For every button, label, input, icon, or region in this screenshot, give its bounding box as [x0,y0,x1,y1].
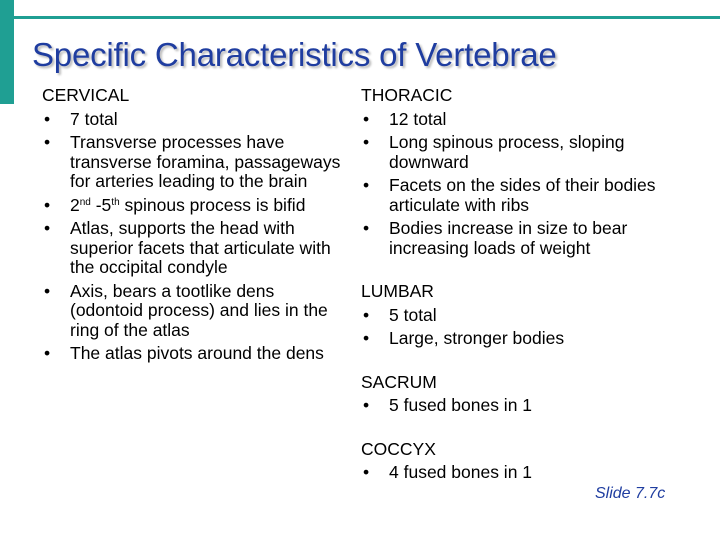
bullet: • [363,132,370,152]
bullet: • [44,194,51,215]
bullet: • [363,218,370,238]
cervical-list [42,110,342,364]
bullet: • [44,108,51,129]
bullet: • [44,343,51,363]
thoracic-list [361,110,691,259]
list-item: • 5 fused bones in 1 [363,395,533,415]
list-item: • Atlas, supports the head with superior facets that articulate with the occipital condyle [44,218,331,277]
bullet: • [363,304,370,325]
coccyx-section [361,440,691,483]
list-item: • 7 total [44,108,118,129]
sacrum-list [361,396,691,416]
list-item: • 2nd -5th spinous process is bifid [44,194,306,215]
list-item: • Transverse processes have transverse foramina, passageways for arteries leading to the brain [44,132,341,191]
sacrum-heading: SACRUM [361,371,437,392]
thoracic-section [361,86,691,258]
slide-number: Slide 7.7c [595,485,666,502]
bullet: • [363,462,370,482]
top-divider-line [14,16,720,19]
bullet: • [363,175,370,195]
lumbar-heading: LUMBAR [361,281,434,301]
list-item: • 4 fused bones in 1 [363,462,533,482]
right-column [361,86,691,507]
coccyx-list [361,463,691,483]
accent-bar [0,0,14,104]
bullet: • [363,395,370,415]
sacrum-section [361,373,691,416]
cervical-heading: CERVICAL [42,85,130,105]
list-item: • Facets on the sides of their bodies articulate with ribs [363,175,656,215]
lumbar-section [361,282,691,349]
list-item: • 12 total [363,108,447,129]
cervical-column [42,86,342,368]
bullet: • [363,328,370,348]
bullet: • [44,280,51,301]
list-item: • Large, stronger bodies [363,328,565,348]
bullet: • [44,132,51,152]
bullet: • [44,218,51,238]
lumbar-list [361,306,691,349]
coccyx-heading: COCCYX [361,438,436,459]
thoracic-heading: THORACIC [361,85,453,105]
list-item: • Long spinous process, sloping downward [363,132,625,172]
list-item: • 5 total [363,304,437,325]
list-item: • Axis, bears a tootlike dens (odontoid process) and lies in the ring of the atlas [44,280,328,340]
list-item: • Bodies increase in size to bear increasing loads of weight [363,218,628,258]
bullet: • [363,108,370,129]
slide-title: Specific Characteristics of Vertebrae [32,36,557,73]
list-item: • The atlas pivots around the dens [44,343,324,363]
